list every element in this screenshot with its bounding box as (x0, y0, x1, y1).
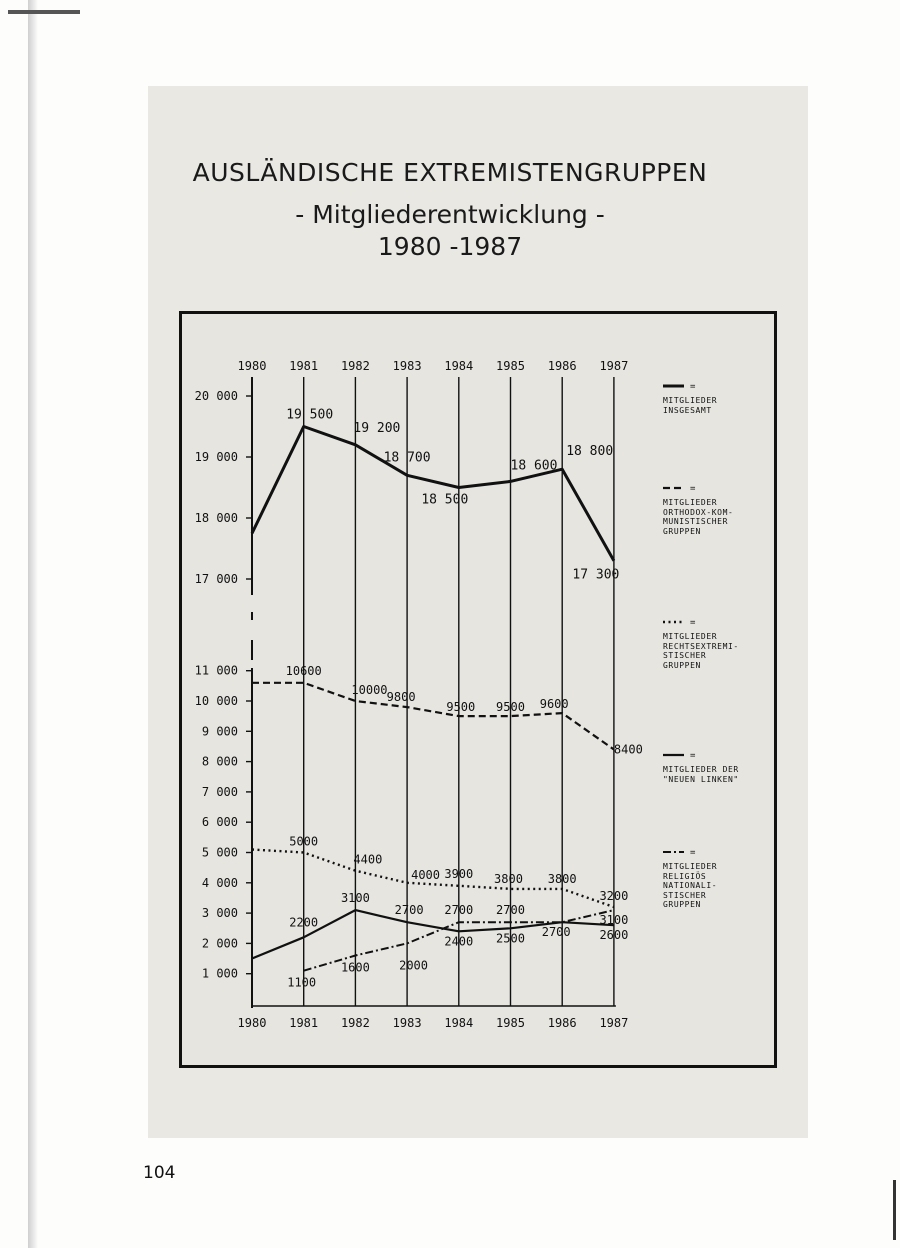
x-tick-label-bottom: 1986 (547, 1016, 577, 1030)
legend-equals: = (690, 382, 696, 392)
y-tick-label: 5 000 (201, 845, 238, 860)
y-tick-label: 20 000 (194, 389, 238, 403)
data-label: 3800 (494, 871, 523, 886)
data-label: 2500 (496, 931, 525, 946)
y-tick-label: 7 000 (201, 784, 238, 799)
data-label: 9600 (539, 697, 569, 712)
y-tick-label: 11 000 (194, 663, 238, 678)
data-label: 9500 (446, 700, 476, 715)
data-label: 9800 (386, 690, 416, 705)
data-label: 1100 (287, 975, 317, 990)
data-label: 2700 (444, 903, 474, 918)
chart-title: AUSLÄNDISCHE EXTREMISTENGRUPPEN (192, 158, 708, 187)
data-label: 5000 (289, 834, 319, 849)
y-tick-label: 1 000 (201, 966, 238, 981)
x-tick-label-top: 1984 (444, 359, 474, 373)
legend-equals: = (690, 848, 696, 858)
y-tick-label: 19 000 (194, 450, 238, 464)
data-label: 3800 (547, 871, 577, 886)
legend-label: MITGLIEDER INSGESAMT (663, 396, 718, 415)
legend-equals: = (690, 751, 696, 761)
data-label: 1600 (340, 960, 370, 975)
legend-label: MITGLIEDER RECHTSEXTREMI- STISCHER GRUPPEN (663, 632, 739, 670)
data-label: 18 700 (383, 450, 431, 466)
data-label: 2700 (541, 925, 571, 940)
x-tick-label-bottom: 1981 (289, 1016, 319, 1030)
y-tick-label: 4 000 (201, 875, 238, 890)
y-tick-label: 8 000 (201, 754, 238, 769)
data-label: 2000 (399, 958, 429, 973)
data-label: 3100 (340, 891, 370, 906)
data-label: 3900 (444, 866, 474, 881)
x-tick-label-top: 1982 (340, 359, 370, 373)
y-tick-label: 6 000 (201, 815, 238, 830)
chart-subtitle: - Mitgliederentwicklung - (295, 200, 605, 229)
y-tick-label: 10 000 (194, 694, 238, 708)
data-label: 2600 (599, 928, 629, 943)
y-tick-label: 17 000 (194, 572, 238, 586)
data-label: 4400 (353, 852, 383, 867)
data-label: 17 300 (572, 567, 620, 583)
page-number: 104 (143, 1163, 176, 1183)
legend-label: MITGLIEDER ORTHODOX-KOM- MUNISTISCHER GRUPPEN (663, 498, 734, 536)
x-tick-label-top: 1985 (496, 359, 525, 373)
data-label: 4000 (411, 867, 441, 882)
x-tick-label-bottom: 1983 (392, 1016, 422, 1030)
data-label: 10000 (351, 683, 388, 697)
x-tick-label-top: 1986 (547, 359, 577, 373)
x-tick-label-bottom: 1980 (237, 1016, 267, 1030)
x-tick-label-top: 1980 (237, 359, 267, 373)
legend-equals: = (690, 484, 696, 494)
data-label: 18 600 (510, 458, 558, 474)
y-tick-label: 3 000 (201, 906, 238, 921)
x-tick-label-bottom: 1985 (496, 1016, 525, 1030)
x-tick-label-top: 1987 (599, 359, 629, 373)
y-tick-label: 2 000 (201, 936, 238, 951)
x-tick-label-bottom: 1984 (444, 1016, 474, 1030)
data-label: 19 500 (286, 407, 334, 423)
data-label: 10600 (285, 663, 322, 678)
data-label: 18 800 (566, 444, 614, 460)
chart-period: 1980 -1987 (377, 232, 523, 261)
legend-label: MITGLIEDER RELIGIÖS NATIONALI- STISCHER GRUPPEN (663, 862, 718, 909)
legend-equals: = (690, 618, 696, 628)
data-label: 2400 (444, 934, 474, 949)
x-tick-label-bottom: 1982 (340, 1016, 370, 1030)
series-line (252, 683, 614, 750)
data-label: 8400 (613, 742, 643, 757)
y-tick-label: 9 000 (201, 724, 238, 739)
x-tick-label-top: 1983 (392, 359, 422, 373)
data-label: 19 200 (353, 420, 401, 436)
data-label: 9500 (496, 700, 525, 715)
legend-label: MITGLIEDER DER "NEUEN LINKEN" (663, 765, 739, 784)
data-label: 3100 (599, 913, 629, 928)
x-tick-label-top: 1981 (289, 359, 319, 373)
data-label: 3200 (599, 889, 629, 904)
data-label: 2700 (394, 903, 424, 918)
data-label: 18 500 (421, 492, 469, 508)
data-label: 2700 (496, 903, 525, 918)
data-label: 2200 (289, 915, 319, 930)
y-tick-label: 18 000 (194, 511, 238, 525)
x-tick-label-bottom: 1987 (599, 1016, 629, 1030)
